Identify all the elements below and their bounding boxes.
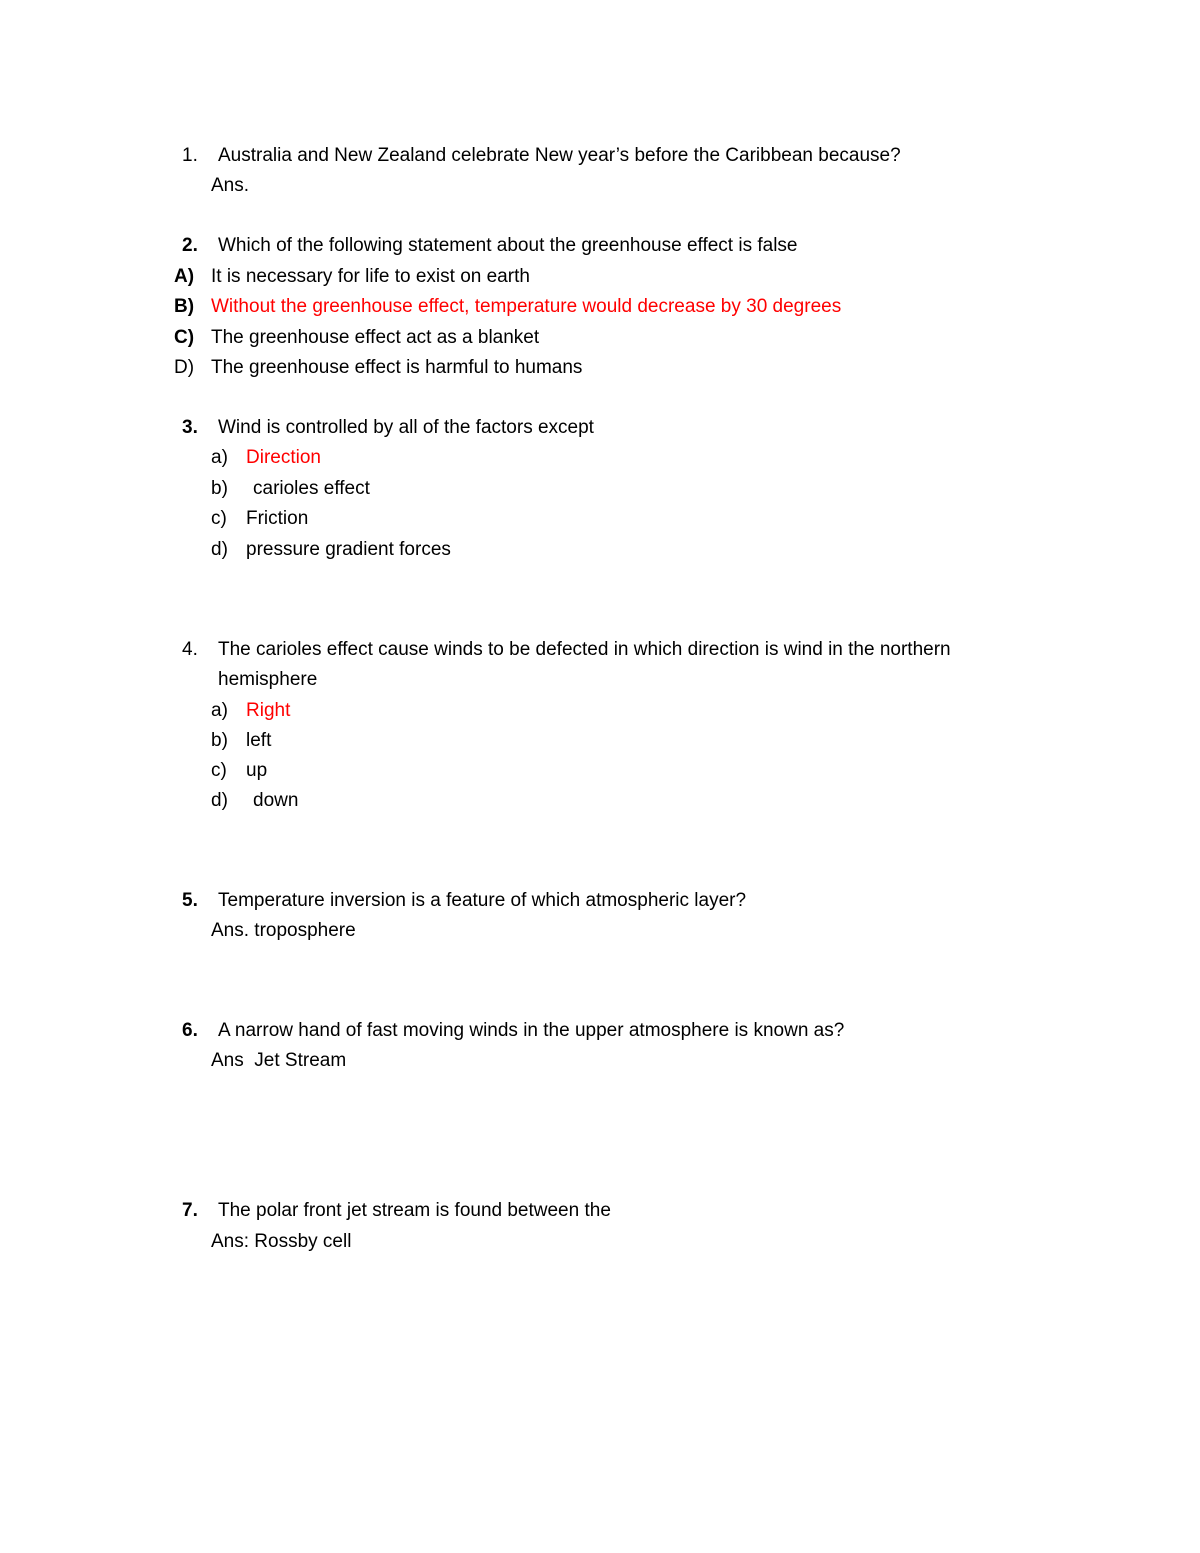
question-2-option-d-label: D) (174, 357, 195, 378)
question-2-option-c-label: C) (174, 327, 195, 348)
question-6-answer: Ans Jet Stream (211, 1050, 347, 1071)
question-7-number: 7. (182, 1200, 198, 1221)
question-4-text-line2: hemisphere (218, 669, 318, 690)
question-3-option-c-text: Friction (246, 508, 309, 529)
question-4-option-b-label: b) (211, 730, 228, 751)
question-2-option-d-text: The greenhouse effect is harmful to humans (211, 357, 583, 378)
question-3-number: 3. (182, 417, 198, 438)
question-3-option-a-text: Direction (246, 447, 321, 468)
question-4-option-b-text: left (246, 730, 272, 751)
question-4-option-a-label: a) (211, 700, 228, 721)
question-4-text-line1: The carioles effect cause winds to be defected in which direction is wind in the northern (218, 639, 951, 660)
question-7-text: The polar front jet stream is found between the (218, 1200, 611, 1221)
question-5-text: Temperature inversion is a feature of which atmospheric layer? (218, 890, 747, 911)
question-7-answer: Ans: Rossby cell (211, 1231, 352, 1252)
question-1-text: Australia and New Zealand celebrate New year’s before the Caribbean because? (218, 145, 901, 166)
question-1-answer: Ans. (211, 175, 250, 196)
question-2-option-a-label: A) (174, 266, 195, 287)
question-3-option-a-label: a) (211, 447, 228, 468)
question-6-number: 6. (182, 1020, 198, 1041)
question-3-option-d-text: pressure gradient forces (246, 539, 451, 560)
question-4-number: 4. (182, 639, 198, 660)
question-2-option-b-label: B) (174, 296, 195, 317)
question-4-option-d-label: d) (211, 790, 228, 811)
question-3-text: Wind is controlled by all of the factors except (218, 417, 594, 438)
question-3-option-b-label: b) (211, 478, 228, 499)
question-4-option-c-label: c) (211, 760, 227, 781)
question-2-number: 2. (182, 235, 198, 256)
question-4-option-a-text: Right (246, 700, 291, 721)
question-5-answer: Ans. troposphere (211, 920, 356, 941)
question-2-text: Which of the following statement about the greenhouse effect is false (218, 235, 798, 256)
question-3-option-c-label: c) (211, 508, 227, 529)
question-5-number: 5. (182, 890, 198, 911)
question-3-option-d-label: d) (211, 539, 228, 560)
question-3-option-b-text: carioles effect (253, 478, 370, 499)
question-4-option-c-text: up (246, 760, 268, 781)
question-1-number: 1. (182, 145, 198, 166)
question-4-option-d-text: down (253, 790, 299, 811)
question-2-option-a-text: It is necessary for life to exist on earth (211, 266, 530, 287)
question-2-option-b-text: Without the greenhouse effect, temperature would decrease by 30 degrees (211, 296, 842, 317)
question-6-text: A narrow hand of fast moving winds in the upper atmosphere is known as? (218, 1020, 845, 1041)
question-2-option-c-text: The greenhouse effect act as a blanket (211, 327, 540, 348)
